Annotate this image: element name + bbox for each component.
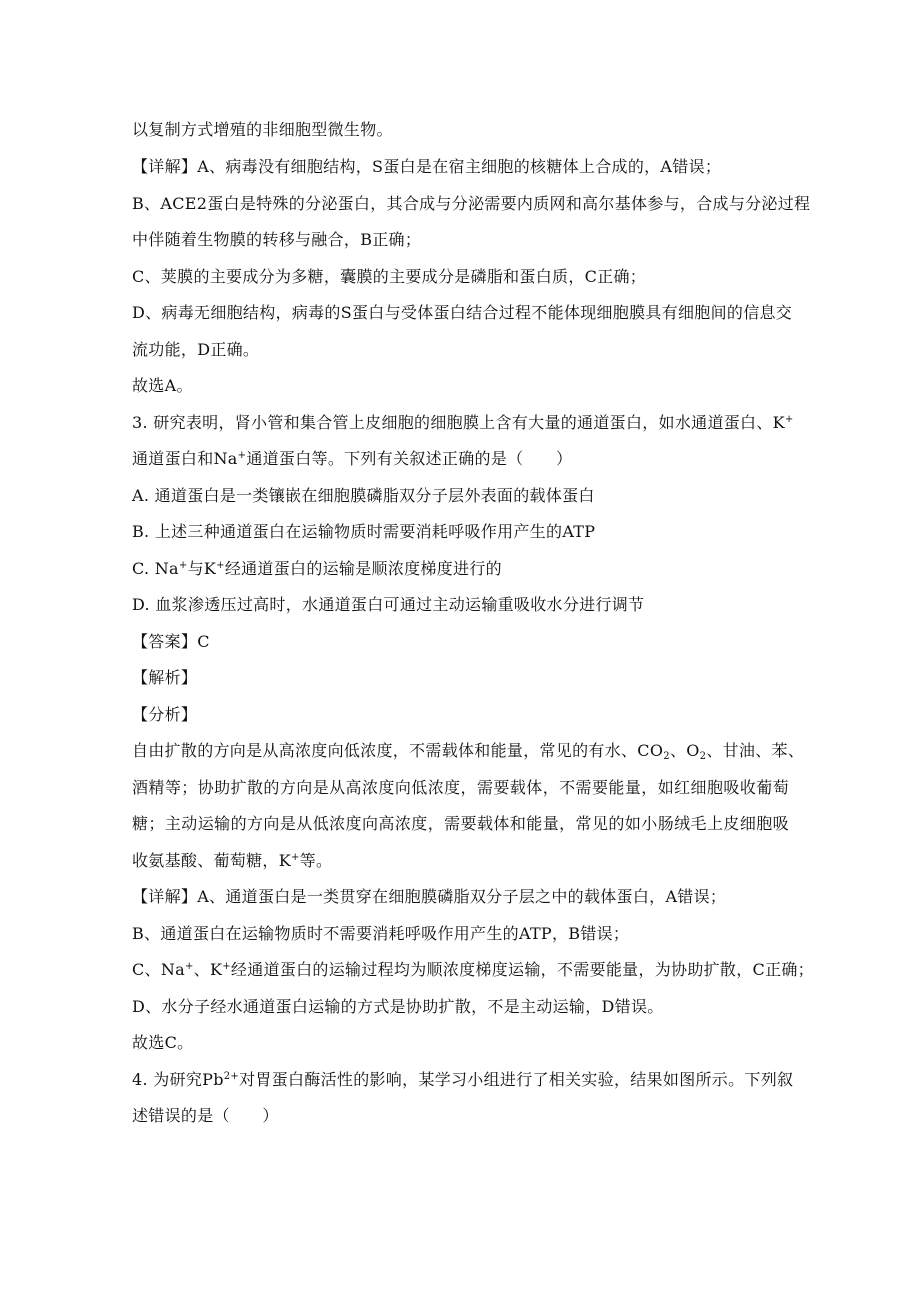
- text-line: C、荚膜的主要成分为多糖，囊膜的主要成分是磷脂和蛋白质，C正确；: [132, 267, 647, 286]
- text-line: 故选A。: [132, 376, 193, 395]
- question-4-stem: 4. 为研究$Pb^{2+}$对胃蛋白酶活性的影响，某学习小组进行了相关实验，结果如图所示。下列叙: [132, 1070, 794, 1089]
- text-line: 【详解】A、通道蛋白是一类贯穿在细胞膜磷脂双分子层之中的载体蛋白，A错误；: [132, 887, 727, 906]
- text-line: 自由扩散的方向是从高浓度向低浓度，不需载体和能量，常见的有水、$CO_2$、$O_2$、甘油、苯、: [132, 741, 805, 762]
- text-line: 糖；主动运输的方向是从低浓度向高浓度，需要载体和能量，常见的如小肠绒毛上皮细胞吸: [132, 814, 789, 833]
- answer-line: 【答案】C: [132, 632, 210, 651]
- analysis-subheading: 【分析】: [132, 705, 198, 724]
- text-line: 故选C。: [132, 1033, 194, 1052]
- option-a: A. 通道蛋白是一类镶嵌在细胞膜磷脂双分子层外表面的载体蛋白: [132, 486, 595, 505]
- text-line: 中伴随着生物膜的转移与融合，B正确；: [132, 230, 422, 249]
- option-d: D. 血浆渗透压过高时，水通道蛋白可通过主动运输重吸收水分进行调节: [132, 595, 645, 614]
- question-3-stem-cont: 通道蛋白和Na+通道蛋白等。下列有关叙述正确的是（ ）: [132, 449, 573, 468]
- text-line: B、通道蛋白在运输物质时不需要消耗呼吸作用产生的ATP，B错误；: [132, 924, 630, 943]
- text-line: 【详解】A、病毒没有细胞结构，S蛋白是在宿主细胞的核糖体上合成的，A错误；: [132, 157, 722, 176]
- text-line: 收氨基酸、葡萄糖，K+等。: [132, 851, 333, 870]
- text-line: 流功能，D正确。: [132, 340, 260, 359]
- text-line: 酒精等；协助扩散的方向是从高浓度向低浓度，需要载体，不需要能量，如红细胞吸收葡萄: [132, 778, 789, 797]
- text-line: D、病毒无细胞结构，病毒的S蛋白与受体蛋白结合过程不能体现细胞膜具有细胞间的信息交: [132, 303, 793, 322]
- text-line: C、Na+、K+经通道蛋白的运输过程均为顺浓度梯度运输，不需要能量，为协助扩散，C正确；: [132, 960, 814, 979]
- option-c: C. Na+与K+经通道蛋白的运输是顺浓度梯度进行的: [132, 559, 502, 578]
- analysis-heading: 【解析】: [132, 668, 198, 687]
- question-3-stem: 3. 研究表明，肾小管和集合管上皮细胞的细胞膜上含有大量的通道蛋白，如水通道蛋白、K+: [132, 413, 794, 432]
- text-line: D、水分子经水通道蛋白运输的方式是协助扩散，不是主动运输，D错误。: [132, 997, 664, 1016]
- question-4-stem-cont: 述错误的是（ ）: [132, 1106, 279, 1125]
- option-b: B. 上述三种通道蛋白在运输物质时需要消耗呼吸作用产生的ATP: [132, 522, 596, 541]
- text-line: 以复制方式增殖的非细胞型微生物。: [132, 120, 393, 139]
- text-line: B、ACE2蛋白是特殊的分泌蛋白，其合成与分泌需要内质网和高尔基体参与，合成与分泌过程: [132, 194, 811, 213]
